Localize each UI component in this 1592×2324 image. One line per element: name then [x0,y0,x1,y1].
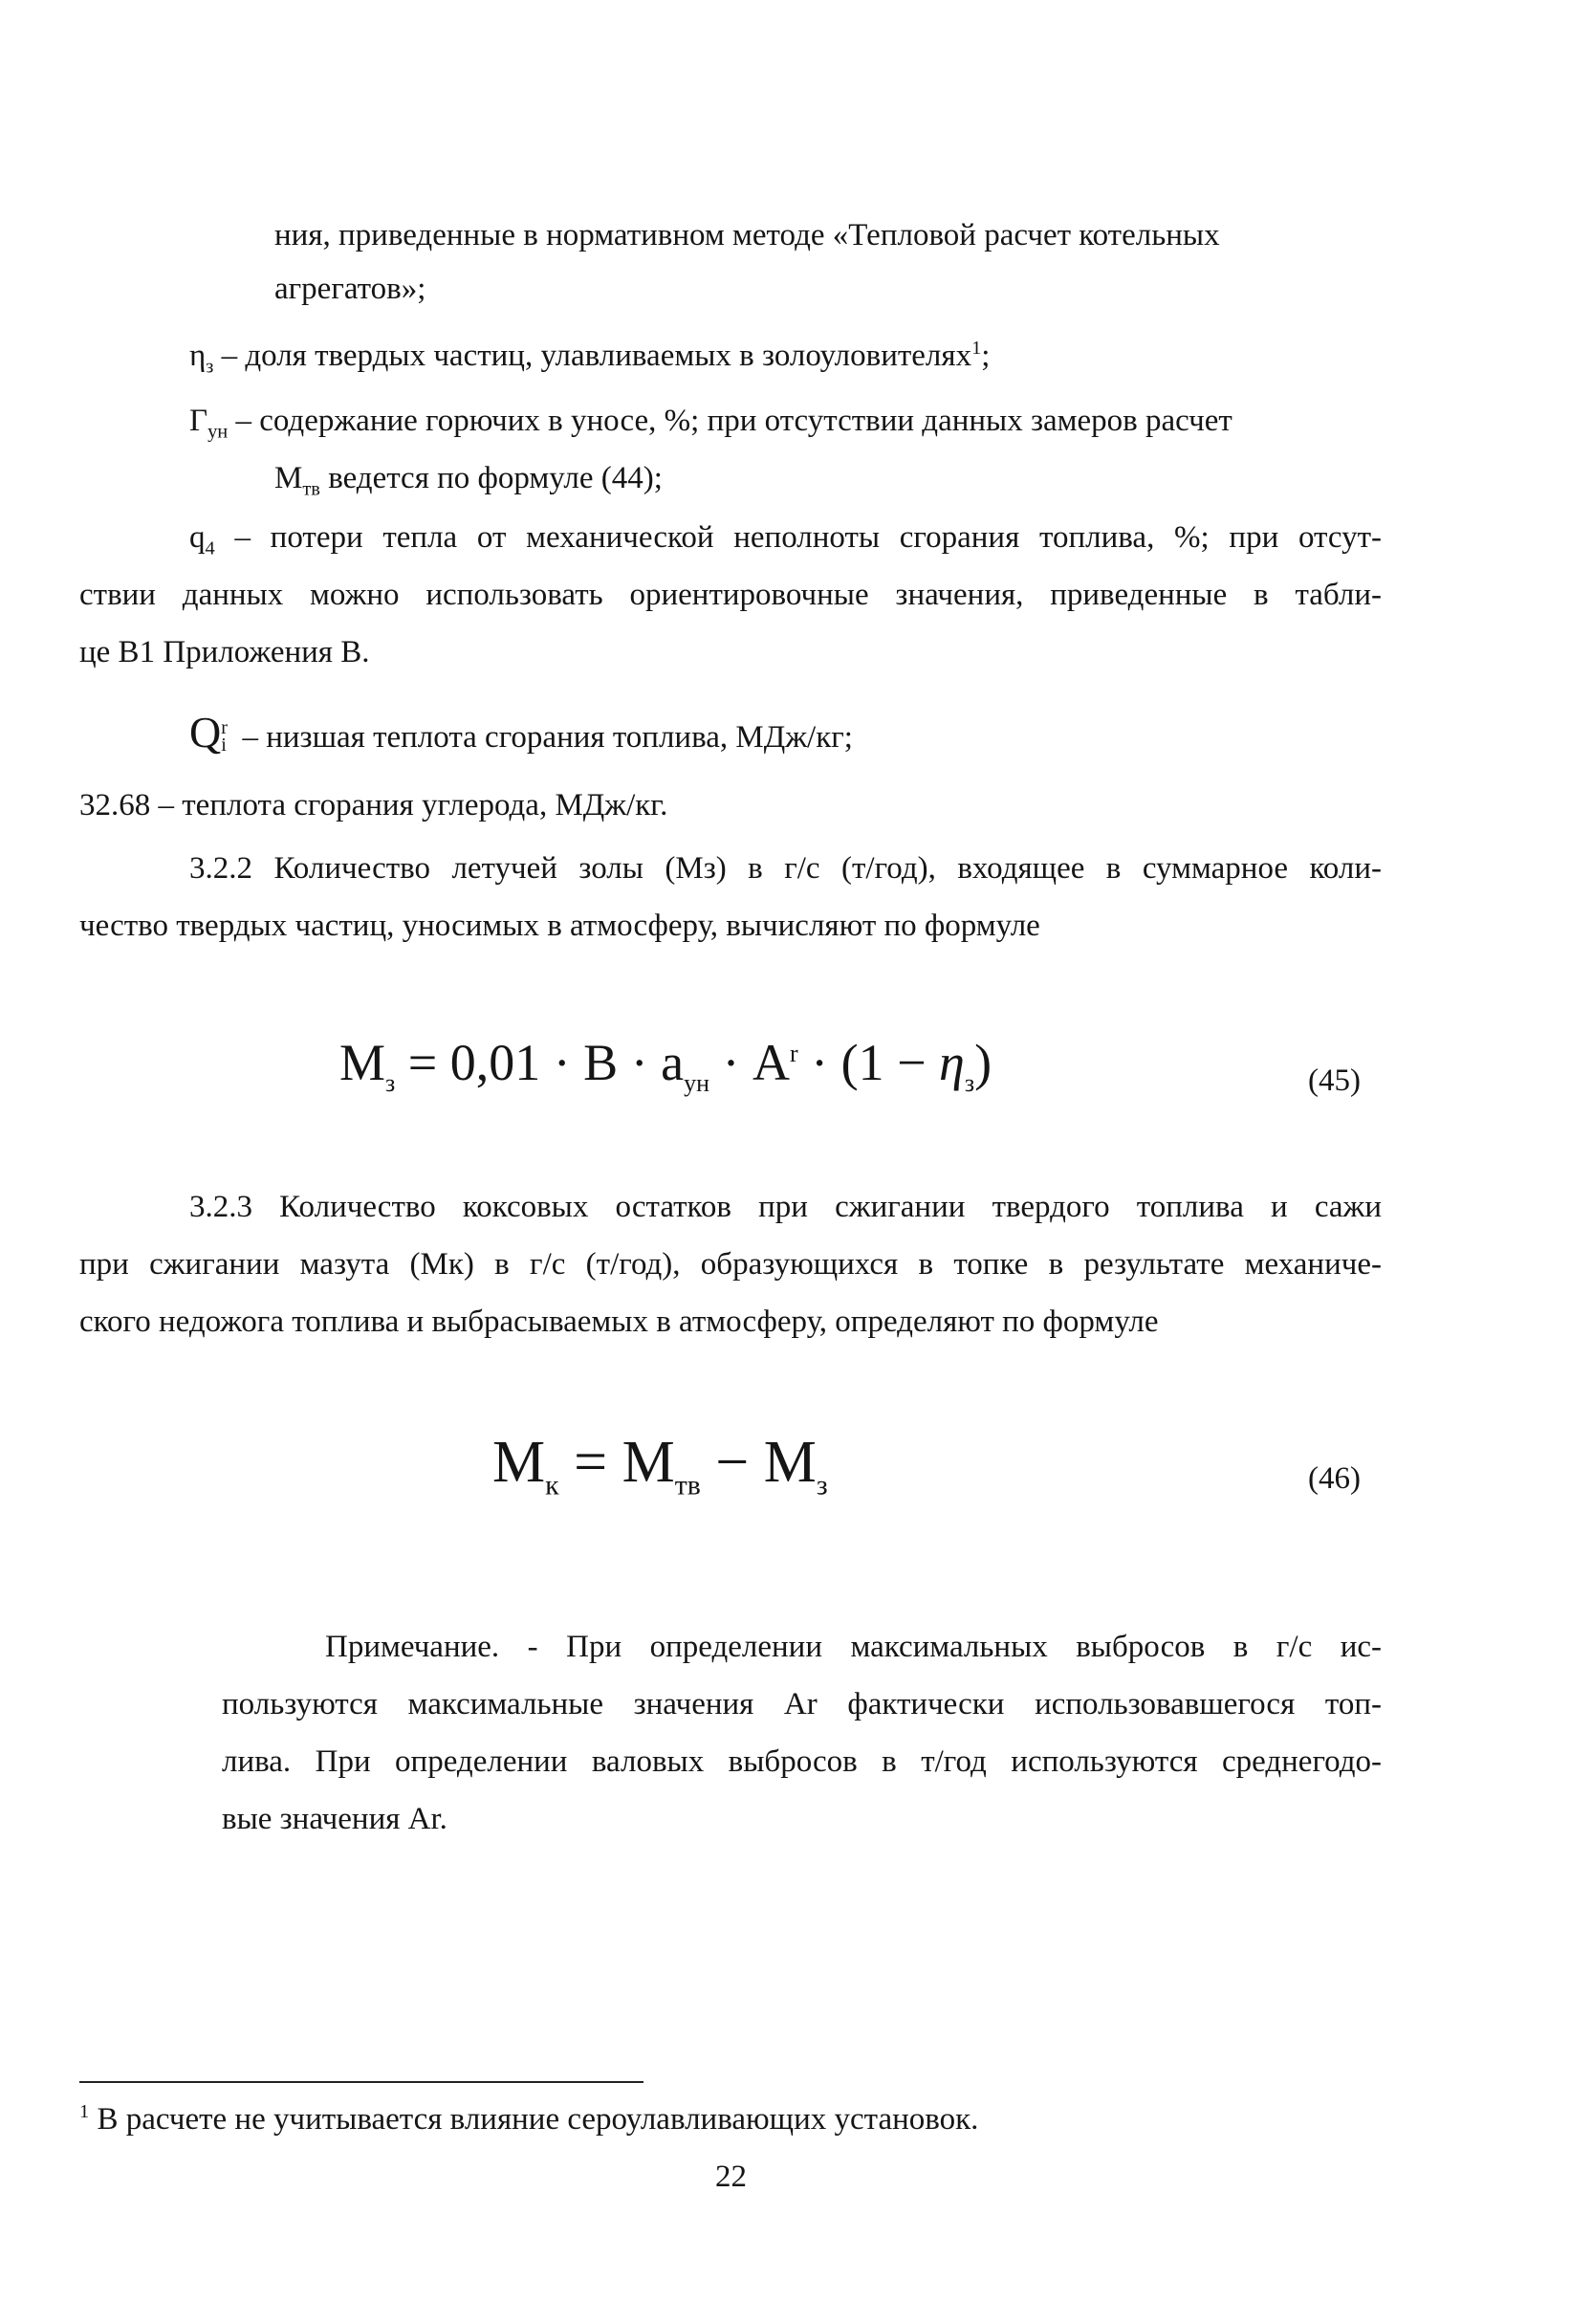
definition-g [189,402,1232,443]
definition-carbon: 32.68 – теплота сгорания углерода, МДж/кг. [79,788,668,822]
m-description: ведется по формуле (44); [319,461,663,495]
definition-qr [189,708,853,756]
section-3-2-2-line: 3.2.2 Количество летучей золы (Мз) в г/с (т/год), входящее в суммарное коли- [189,851,1382,886]
footnote [79,2100,978,2138]
q-symbol: q [189,520,206,555]
equation-number: (45) [1308,1063,1361,1098]
g-symbol: Г [189,404,208,438]
m-subscript: тв [302,478,320,500]
q-r-superscript: r [221,717,228,738]
eta-symbol: η [189,339,207,373]
footnote-ref[interactable]: 1 [971,338,982,359]
equation-number: (46) [1308,1461,1361,1496]
footnote-divider [79,2081,643,2083]
eta-symbol: η [939,1034,965,1091]
section-3-2-3-line: при сжигании мазута (Мк) в г/с (т/год), образующихся в топке в результате механиче- [79,1247,1382,1282]
footnote-mark: 1 [79,2101,90,2122]
definition-eta: $\eta_з$ – доля твердых частиц, улавливаемых в золоуловителях$^1$; [189,338,991,378]
page-number: 22 [715,2160,747,2194]
formula-46: $М_к = М_{тв} - М_з$ [492,1430,828,1502]
q-r-symbol: Q [189,708,222,756]
footnote-text: В расчете не учитывается влияние сероулавливающих установок. [89,2102,979,2137]
eta-subscript: з [206,356,214,378]
definition-continuation-line: ния, приведенные в нормативном методе «Тепловой расчет котельных [274,218,1220,252]
definition-mtv [274,459,663,500]
section-3-2-2-line: чество твердых частиц, уносимых в атмосферу, вычисляют по формуле [79,909,1040,943]
definition-q4 [189,518,1382,557]
definition-continuation-line: агрегатов»; [274,272,426,306]
eta-description: – доля твердых частиц, улавливаемых в золоуловителях [213,339,972,373]
note-line: лива. При определении валовых выбросов в т/год используются среднегодо- [222,1744,1382,1779]
section-3-2-3-line: ского недожога топлива и выбрасываемых в атмосферу, определяют по формуле [79,1305,1159,1339]
definition-q4-line: ствии данных можно использовать ориентировочные значения, приведенные в табли- [79,578,1382,612]
q-description: – потери тепла от механической неполноты сгорания топлива, %; при отсут- [214,520,1382,555]
q-subscript: 4 [205,537,215,559]
note-line: пользуются максимальные значения Ar фактически использовавшегося топ- [222,1687,1382,1721]
g-description: – содержание горючих в уносе, %; при отсутствии данных замеров расчет [228,404,1232,438]
definition-q4-line: це В1 Приложения В. [79,635,370,669]
m-symbol: М [274,461,303,495]
note-line: Примечание. - При определении максимальных выбросов в г/с ис- [325,1630,1382,1664]
g-subscript: ун [207,421,229,443]
q-r-description: – низшая теплота сгорания топлива, МДж/кг; [234,720,853,755]
formula-45: $М_з = 0,01 \cdot B \cdot a_{ун} \cdot A^r \cdot (1 - \eta_з)$ [339,1034,992,1097]
section-3-2-3-line: 3.2.3 Количество коксовых остатков при сжигании твердого топлива и сажи [189,1190,1382,1224]
note-line: вые значения Ar. [222,1802,447,1836]
q-r-subscript: i [221,734,227,756]
